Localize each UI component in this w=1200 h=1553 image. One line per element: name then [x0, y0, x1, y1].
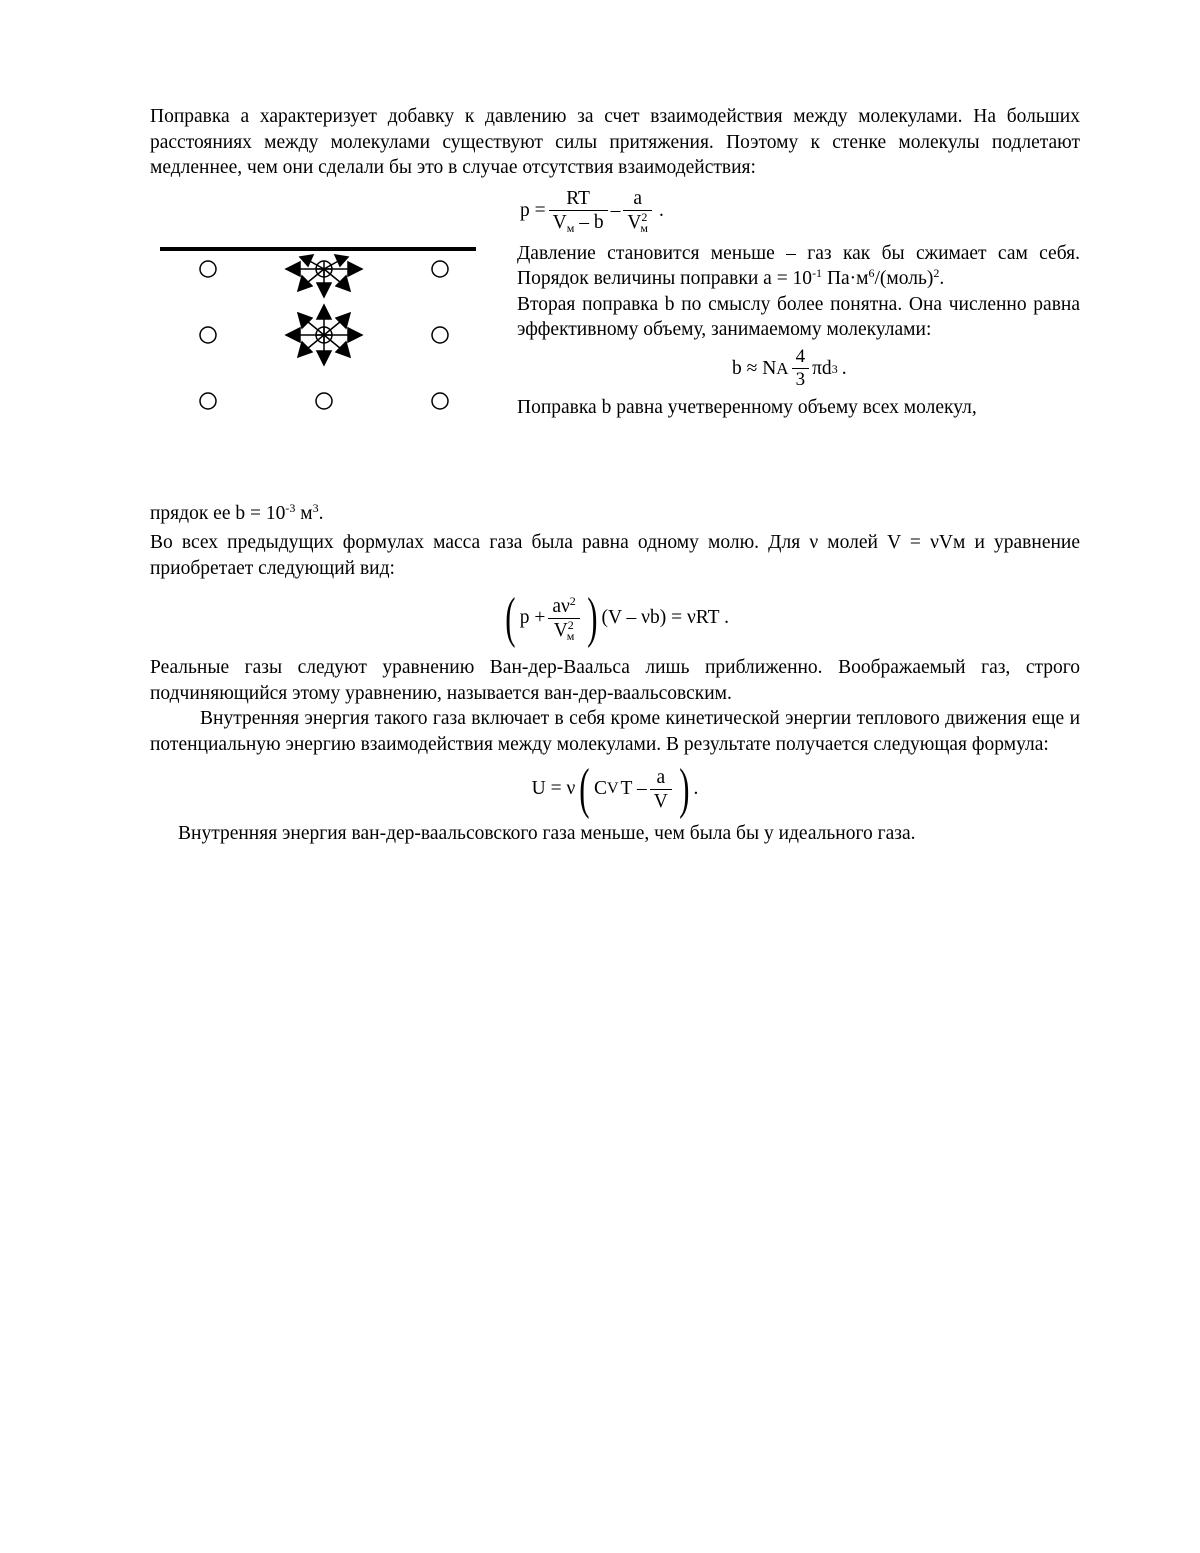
molecule	[200, 393, 216, 409]
paragraph-4-end: прядок ее $b = 10^{-3}$ $м^3$.	[150, 500, 324, 524]
paragraph-8: Внутренняя энергия ван-дер-ваальсовского газа меньше, чем была бы у идеального газа.	[178, 823, 916, 844]
molecule	[200, 327, 216, 343]
molecule	[316, 393, 332, 409]
molecule-in-bulk	[286, 305, 362, 365]
paragraph-4-start: Поправка b равна учетверенному объему всех молекул,	[517, 396, 977, 418]
equation-pressure: p = $\frac{RT}{V_м - b}$ – $\frac{a}{V^2_м}$ .	[520, 188, 664, 235]
molecule	[432, 393, 448, 409]
molecule-near-wall	[286, 255, 362, 297]
equation-van-der-waals: ( p + $\frac{a\nu^2}{V^2_м}$ ) (V – νb) = νRT .	[505, 587, 729, 649]
paragraph-5: Во всех предыдущих формулах масса газа была равна одному молю. Для ν молей V = νVм и уравнение приобретает следующий вид:	[150, 532, 1080, 579]
molecule	[432, 327, 448, 343]
paragraph-7: Внутренняя энергия такого газа включает в себя кроме кинетической энергии теплового движения еще и потенциальную энергию взаимодействия между молекулами. В результате получается следующая формула:	[150, 708, 1080, 755]
paragraph-3: Вторая поправка b по смыслу более понятна. Она численно равна эффективному объему, занимаемому молекулами:	[517, 293, 1080, 340]
paragraph-6: Реальные газы следуют уравнению Ван-дер-Ваальса лишь приближенно. Воображаемый газ, строго подчиняющийся этому уравнению, называется ван-дер-ваальсовским.	[150, 657, 1080, 704]
equation-b: b ≈ N A $\frac{4}{3}$ πd 3 .	[732, 346, 847, 390]
right-column-text	[517, 241, 1080, 421]
equation-internal-energy: U = ν ( C V T – $\frac{a}{V}$ ) .	[531, 758, 699, 820]
document-page	[150, 104, 1080, 847]
figure-text-block	[150, 241, 1080, 501]
p4-tail-a: прядок ее b = 10	[150, 502, 286, 524]
molecules-diagram	[150, 241, 490, 501]
molecule	[200, 261, 216, 277]
paragraph-1: Поправка a характеризует добавку к давлению за счет взаимодействия между молекулами. На больших расстояниях между молекулами существуют силы притяжения. Поэтому к стенке молекулы подлетают медленнее, чем они сделали бы это в случае отсутствия взаимодействия:	[150, 106, 1080, 178]
molecule	[432, 261, 448, 277]
paragraph-2: Давление становится меньше – газ как бы сжимает сам себя. Порядок величины поправки $a = 10^{-1}$ $Па\cdot м^6/(моль)^2$.	[517, 242, 1080, 289]
